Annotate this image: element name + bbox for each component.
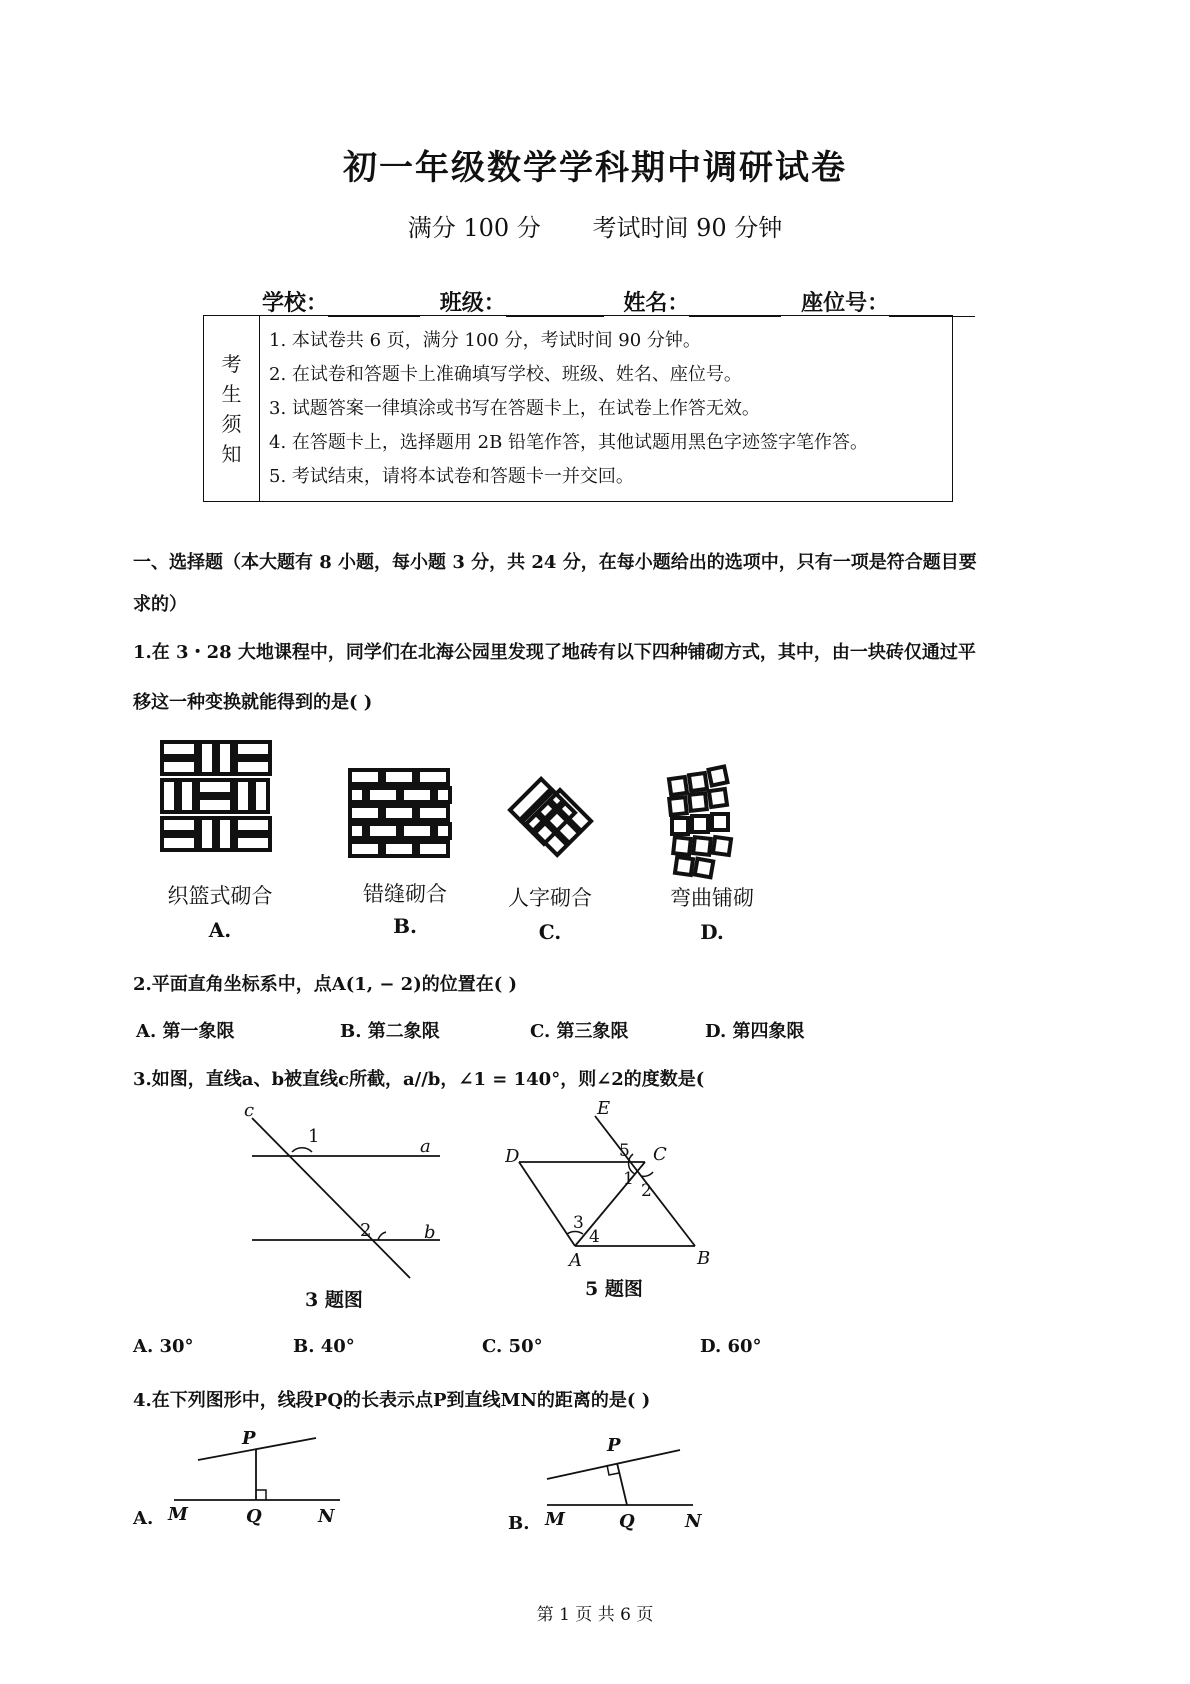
q1-stem-line2: 移这一种变换就能得到的是( ) bbox=[133, 692, 373, 713]
q3-choice-a[interactable]: A. 30° bbox=[133, 1336, 194, 1357]
running-bond-pattern bbox=[350, 770, 450, 856]
label-a: a bbox=[420, 1136, 431, 1157]
label-n: N bbox=[318, 1506, 335, 1527]
exam-notice-box bbox=[203, 315, 953, 502]
label-4: 4 bbox=[589, 1227, 600, 1247]
student-info-row bbox=[262, 286, 987, 317]
segment-ac bbox=[575, 1162, 645, 1246]
angle-2-arc bbox=[378, 1232, 386, 1240]
page-number: 第 1 页 共 6 页 bbox=[536, 1605, 654, 1625]
basket-weave-pattern bbox=[162, 742, 270, 850]
figure-3-parallel-lines bbox=[230, 1100, 470, 1300]
seat-label: 座位号： bbox=[801, 290, 890, 316]
q2-stem: 2.平面直角坐标系中，点A(1, − 2)的位置在( ) bbox=[133, 974, 518, 995]
label-m: M bbox=[545, 1509, 565, 1530]
page-title: 初一年级数学学科期中调研试卷 bbox=[343, 148, 847, 188]
label-c: C bbox=[653, 1144, 667, 1165]
q3-choice-d[interactable]: D. 60° bbox=[700, 1336, 762, 1357]
label-n: N bbox=[685, 1511, 702, 1532]
q1-stem-line1: 1.在 3・28 大地课程中，同学们在北海公园里发现了地砖有以下四种铺砌方式，其中，由一块砖仅通过平 bbox=[133, 642, 976, 663]
notice-item: 3. 试题答案一律填涂或书写在答题卡上，在试卷上作答无效。 bbox=[269, 398, 760, 419]
notice-item: 1. 本试卷共 6 页，满分 100 分，考试时间 90 分钟。 bbox=[269, 330, 701, 351]
notice-label-char: 知 bbox=[221, 441, 242, 466]
angle-2-arc bbox=[641, 1172, 653, 1176]
q1-option-d-caption: 弯曲铺砌 bbox=[670, 886, 754, 910]
q1-option-d-letter[interactable]: D. bbox=[700, 920, 724, 944]
section-heading-line1: 一、选择题（本大题有 8 小题，每小题 3 分，共 24 分，在每小题给出的选项中，只有一项是符合题目要 bbox=[133, 552, 977, 573]
option-letter-a[interactable]: A. bbox=[133, 1508, 154, 1529]
label-2: 2 bbox=[641, 1181, 652, 1201]
q4-figure-a bbox=[130, 1420, 370, 1530]
q2-choice-a[interactable]: A. 第一象限 bbox=[136, 1021, 235, 1042]
option-letter-b[interactable]: B. bbox=[508, 1513, 530, 1534]
q1-option-a-caption: 织篮式砌合 bbox=[167, 884, 273, 908]
q1-option-c-letter[interactable]: C. bbox=[538, 920, 562, 944]
q4-stem: 4.在下列图形中，线段PQ的长表示点P到直线MN的距离的是( ) bbox=[133, 1390, 651, 1411]
school-label: 学校： bbox=[262, 290, 329, 316]
q3-choice-b[interactable]: B. 40° bbox=[293, 1336, 355, 1357]
notice-item: 4. 在答题卡上，选择题用 2B 铅笔作答，其他试题用黑色字迹签字笔作答。 bbox=[269, 432, 869, 453]
notice-list bbox=[269, 324, 868, 494]
label-angle-1: 1 bbox=[308, 1126, 320, 1147]
label-a: A bbox=[569, 1250, 582, 1271]
label-e: E bbox=[597, 1100, 611, 1119]
notice-label bbox=[204, 316, 260, 501]
segment-pq bbox=[617, 1463, 627, 1505]
exam-subtitle bbox=[0, 208, 1190, 243]
q3-choice-c[interactable]: C. 50° bbox=[482, 1336, 543, 1357]
herringbone-pattern bbox=[510, 779, 591, 855]
name-label: 姓名： bbox=[623, 290, 690, 316]
q3-stem: 3.如图，直线a、b被直线c所截，a//b，∠1 = 140°，则∠2的度数是( bbox=[133, 1069, 705, 1090]
notice-item: 5. 考试结束，请将本试卷和答题卡一并交回。 bbox=[269, 466, 634, 487]
exam-time: 考试时间 90 分钟 bbox=[592, 214, 783, 242]
slanted-line bbox=[198, 1438, 316, 1460]
figure-3-caption: 3 题图 bbox=[305, 1289, 363, 1311]
q2-choice-d[interactable]: D. 第四象限 bbox=[705, 1021, 805, 1042]
label-q: Q bbox=[619, 1511, 635, 1532]
q2-choice-c[interactable]: C. 第三象限 bbox=[530, 1021, 629, 1042]
label-p: P bbox=[607, 1435, 621, 1456]
q4-figure-b bbox=[505, 1425, 725, 1535]
class-label: 班级： bbox=[439, 290, 506, 316]
seat-blank[interactable] bbox=[889, 292, 975, 317]
label-p: P bbox=[242, 1428, 256, 1449]
notice-label-char: 考 bbox=[221, 351, 242, 376]
label-b: b bbox=[424, 1222, 436, 1243]
label-d: D bbox=[505, 1146, 520, 1167]
label-m: M bbox=[168, 1504, 188, 1525]
notice-label-char: 须 bbox=[221, 411, 242, 436]
q1-option-b-letter[interactable]: B. bbox=[393, 914, 417, 938]
name-blank[interactable] bbox=[689, 292, 781, 317]
figure-5-caption: 5 题图 bbox=[585, 1278, 643, 1300]
label-c: c bbox=[244, 1100, 255, 1121]
label-b: B bbox=[697, 1248, 711, 1269]
q1-option-a-letter[interactable]: A. bbox=[208, 918, 232, 942]
q1-option-b-caption: 错缝砌合 bbox=[363, 882, 447, 906]
label-q: Q bbox=[246, 1506, 262, 1527]
label-angle-2: 2 bbox=[360, 1220, 372, 1241]
line-c bbox=[252, 1118, 410, 1278]
notice-item: 2. 在试卷和答题卡上准确填写学校、班级、姓名、座位号。 bbox=[269, 364, 742, 385]
angle-1-arc bbox=[292, 1148, 312, 1152]
q1-option-c-caption: 人字砌合 bbox=[508, 886, 592, 910]
school-blank[interactable] bbox=[328, 292, 420, 317]
full-score: 满分 100 分 bbox=[407, 214, 541, 242]
notice-label-char: 生 bbox=[221, 381, 242, 406]
section-heading-line2: 求的） bbox=[133, 594, 187, 615]
curved-paving-pattern bbox=[669, 767, 731, 878]
label-5: 5 bbox=[619, 1141, 630, 1161]
label-3: 3 bbox=[573, 1213, 584, 1233]
label-1: 1 bbox=[623, 1169, 634, 1189]
class-blank[interactable] bbox=[506, 292, 604, 317]
q2-choice-b[interactable]: B. 第二象限 bbox=[340, 1021, 440, 1042]
figure-5-parallelogram bbox=[505, 1100, 735, 1280]
right-angle-mark bbox=[256, 1490, 266, 1500]
q1-brick-figures bbox=[150, 740, 1050, 880]
